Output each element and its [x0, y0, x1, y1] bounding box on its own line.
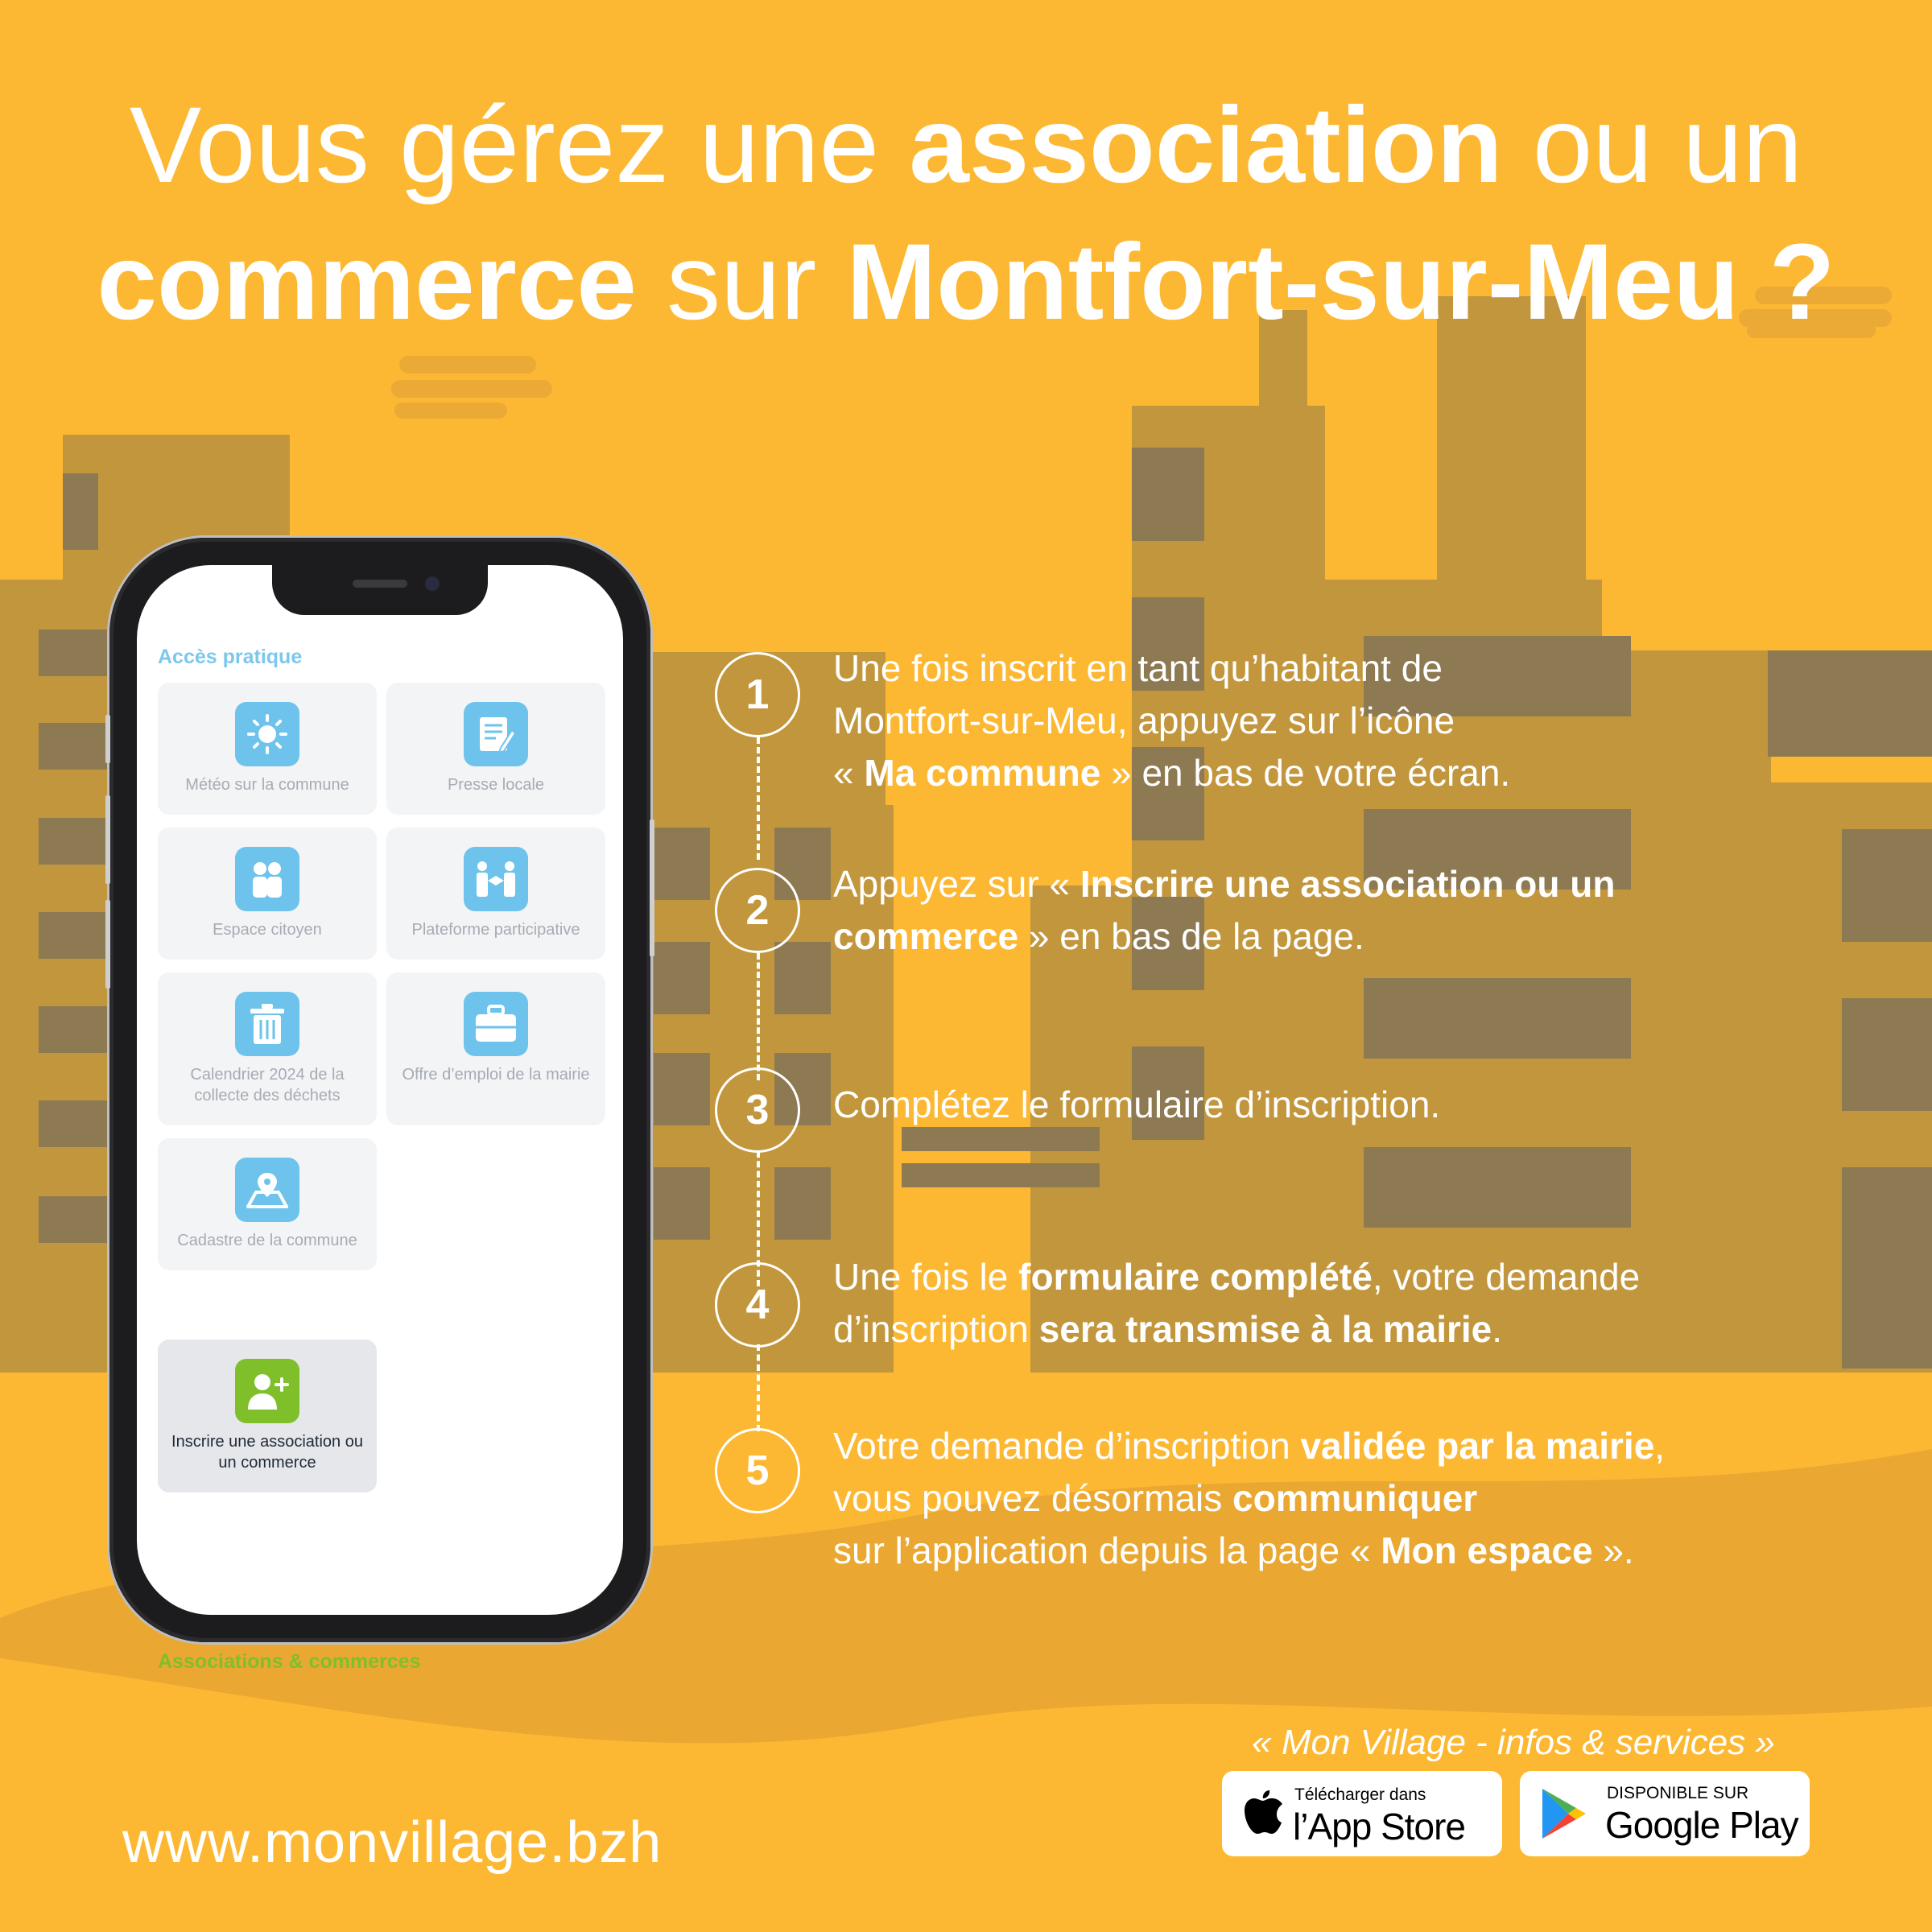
google-play-label: Google Play: [1605, 1804, 1798, 1846]
map-pin-icon: [235, 1158, 299, 1222]
app-store-small-label: Télécharger dans: [1294, 1785, 1426, 1804]
phone-side-button: [105, 715, 110, 763]
tile-label: Inscrire une association ou un commerce: [171, 1433, 363, 1472]
step-1-number: 1: [715, 652, 800, 737]
tile-cadastre[interactable]: [158, 1138, 377, 1270]
tile-label: Offre d’emploi de la mairie: [402, 1066, 590, 1084]
phone-mockup: [109, 538, 650, 1673]
tile-meteo[interactable]: [158, 683, 377, 815]
google-play-icon: [1539, 1787, 1587, 1844]
google-play-badge[interactable]: [1520, 1771, 1810, 1856]
phone-screen: [137, 565, 623, 1673]
handshake-icon: [464, 847, 528, 911]
camera-icon: [425, 576, 440, 591]
step-5-text: Votre demande d’inscription validée par la mairie, vous pouvez désormais communiquer sur l’application depuis la page « Mon espace ».: [833, 1425, 1666, 1571]
step-connector: [757, 953, 760, 1080]
step-3-text: Complétez le formulaire d’inscription.: [833, 1084, 1441, 1125]
briefcase-icon: [464, 992, 528, 1056]
section-title-acces-pratique: Accès pratique: [158, 646, 303, 668]
step-3-number: 3: [715, 1067, 800, 1153]
step-connector: [757, 737, 760, 860]
apple-icon: [1241, 1787, 1285, 1843]
app-tagline: « Mon Village - infos & services »: [1252, 1723, 1775, 1762]
google-play-small-label: DISPONIBLE SUR: [1607, 1784, 1749, 1802]
register-association-button[interactable]: [158, 1340, 377, 1492]
step-5-number: 5: [715, 1428, 800, 1513]
step-1-text: Une fois inscrit en tant qu’habitant de Montfort-sur-Meu, appuyez sur l’icône « Ma commune » en bas de votre écran.: [833, 647, 1511, 794]
phone-notch: [272, 565, 488, 615]
step-2-number: 2: [715, 868, 800, 953]
tile-label: Cadastre de la commune: [177, 1232, 357, 1249]
page-title: Vous gérez une association ou un commerce sur Montfort-sur-Meu ?: [97, 85, 1835, 342]
trash-icon: [235, 992, 299, 1056]
app-store-label: l’App Store: [1293, 1806, 1466, 1847]
tile-presse-locale[interactable]: [386, 683, 605, 815]
section-title-associations: Associations & commerces: [158, 1650, 421, 1673]
newspaper-icon: [464, 702, 528, 766]
tile-calendrier-dechets[interactable]: [158, 972, 377, 1125]
step-4-number: 4: [715, 1262, 800, 1348]
step-4-text: Une fois le formulaire complété, votre demande d’inscription sera transmise à la mairie.: [833, 1256, 1641, 1350]
tile-label: Météo sur la commune: [185, 776, 349, 794]
sun-icon: [235, 702, 299, 766]
tile-label: Plateforme participative: [411, 921, 580, 939]
tile-label: Espace citoyen: [213, 921, 322, 939]
phone-volume-up-button: [105, 795, 110, 884]
tile-plateforme-participative[interactable]: [386, 828, 605, 960]
citizens-icon: [235, 847, 299, 911]
website-url[interactable]: www.monvillage.bzh: [122, 1810, 663, 1875]
tile-offre-emploi[interactable]: [386, 972, 605, 1125]
add-user-icon: [235, 1359, 299, 1423]
step-connector: [757, 1344, 760, 1431]
tile-espace-citoyen[interactable]: [158, 828, 377, 960]
step-2-text: Appuyez sur « Inscrire une association ou un commerce » en bas de la page.: [833, 863, 1616, 957]
tile-label: Calendrier 2024 de la collecte des déchets: [190, 1066, 345, 1104]
phone-power-button: [650, 819, 654, 956]
phone-volume-down-button: [105, 900, 110, 989]
app-store-badge[interactable]: [1222, 1771, 1502, 1856]
tile-label: Presse locale: [447, 776, 545, 794]
speaker-grille: [353, 580, 407, 588]
